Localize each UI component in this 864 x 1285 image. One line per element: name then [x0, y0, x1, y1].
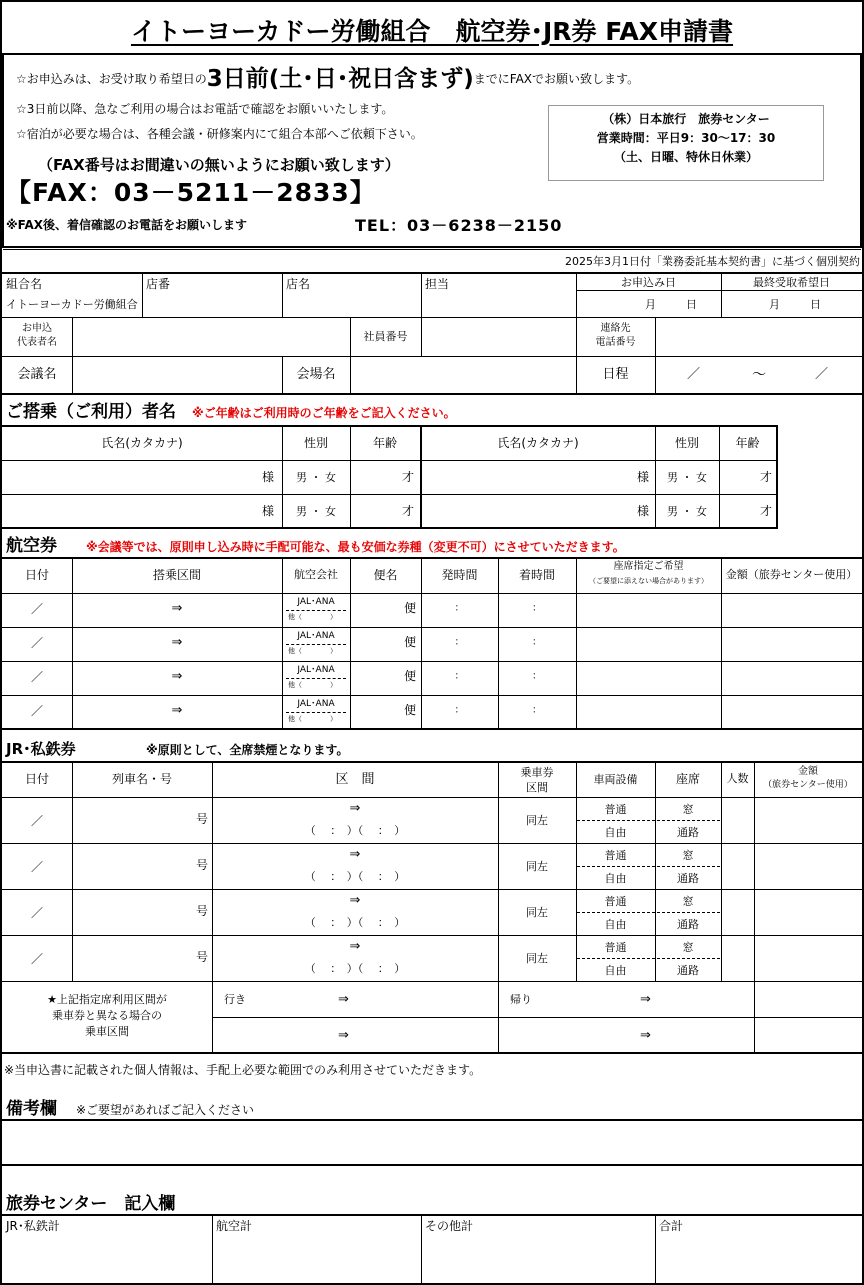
- flight-arr-colon: ：: [532, 637, 542, 648]
- jr-tsuro: 通路: [677, 826, 699, 839]
- flight-bin: 便: [404, 601, 417, 615]
- passenger-sama: 様: [637, 470, 650, 484]
- jr-tsuro: 通路: [677, 964, 699, 977]
- reserved-note-3: 乗車区間: [85, 1025, 129, 1038]
- jr-col-section: 区 間: [335, 772, 375, 787]
- agency-closed: （土、日曜、特休日休業）: [613, 150, 758, 164]
- page-title: イトーヨーカドー労働組合 航空券･JR券 FAX申請書: [130, 16, 734, 46]
- jr-col-amount-1: 金額: [798, 766, 818, 777]
- notice-line-1: ☆お申込みは、お受け取り希望日の3日前(土･日･祝日含まず)までにFAXでお願い致します。: [16, 66, 640, 92]
- flight-arr-colon: ：: [532, 671, 542, 682]
- passenger-sex: 男 ・ 女: [667, 505, 707, 518]
- flight-airline-other: 他（ ）: [288, 613, 337, 621]
- outbound-arrow-1: ⇒: [338, 992, 349, 1007]
- flight-arrow: ⇒: [171, 703, 183, 718]
- passenger-sama: 様: [262, 470, 275, 484]
- passenger-col-header: 氏名(カタカナ): [101, 436, 183, 450]
- jr-times: （ ： ）（ ： ）: [304, 962, 406, 975]
- passenger-sex: 男 ・ 女: [296, 505, 336, 518]
- meeting-label: 会議名: [17, 367, 57, 382]
- flight-col-amount: 金額（旅券センター使用）: [725, 568, 858, 581]
- jr-futsu: 普通: [604, 941, 627, 954]
- jr-futsu: 普通: [604, 895, 627, 908]
- jr-go: 号: [196, 858, 209, 872]
- contact-label-1: 連絡先: [600, 323, 631, 334]
- jr-col-people: 人数: [726, 772, 749, 785]
- apply-date-label: お申込み日: [621, 276, 676, 289]
- other-total-label: その他計: [425, 1219, 474, 1233]
- venue-label: 会場名: [296, 367, 336, 382]
- flight-airline-other: 他（ ）: [288, 681, 337, 689]
- schedule-slash-2: ／: [815, 367, 829, 382]
- apply-month: 月: [645, 298, 656, 311]
- jr-times: （ ： ）（ ： ）: [304, 870, 406, 883]
- jr-col-date: 日付: [24, 772, 49, 786]
- jr-col-seat: 座席: [675, 772, 700, 786]
- jr-go: 号: [196, 812, 209, 826]
- jr-tsuro: 通路: [677, 872, 699, 885]
- jr-col-ticket-1: 乗車券: [520, 766, 554, 779]
- privacy-note: ※当申込書に記載された個人情報は、手配上必要な範囲でのみ利用させていただきます。: [4, 1063, 482, 1077]
- outbound-arrow-2: ⇒: [338, 1028, 349, 1043]
- flight-bin: 便: [404, 635, 417, 649]
- passenger-sex: 男 ・ 女: [667, 471, 707, 484]
- jr-jiyu: 自由: [604, 826, 627, 839]
- flight-date: ／: [30, 704, 43, 718]
- contact-label-2: 電話番号: [595, 337, 636, 348]
- jr-mado: 窓: [682, 803, 694, 816]
- flight-airline-main: JAL･ANA: [297, 665, 335, 675]
- jr-note: ※原則として、全席禁煙となります。: [146, 743, 349, 757]
- agency-section-heading: 旅券センター 記入欄: [6, 1194, 176, 1214]
- jr-col-train: 列車名・号: [111, 772, 172, 786]
- jr-arrow: ⇒: [349, 847, 361, 862]
- remarks-heading: 備考欄: [6, 1099, 57, 1119]
- flight-airline-main: JAL･ANA: [297, 631, 335, 641]
- flight-date: ／: [30, 670, 43, 684]
- schedule-slash-1: ／: [687, 367, 701, 382]
- flight-arrow: ⇒: [171, 635, 183, 650]
- jr-same: 同左: [526, 906, 548, 919]
- contract-note: 2025年3月1日付「業務委託基本契約書」に基づく個別契約: [565, 255, 860, 268]
- jr-jiyu: 自由: [604, 872, 627, 885]
- return-label: 帰り: [510, 993, 532, 1006]
- flight-arrow: ⇒: [171, 669, 183, 684]
- flight-col-seat-sub: （ご要望に添えない場合があります）: [589, 577, 708, 585]
- rule-line: [286, 644, 346, 645]
- jr-jiyu: 自由: [604, 918, 627, 931]
- flight-airline-main: JAL･ANA: [297, 699, 335, 709]
- flight-col-airline: 航空会社: [294, 568, 338, 581]
- flight-airline-other: 他（ ）: [288, 715, 337, 723]
- jr-date: ／: [30, 952, 43, 966]
- jr-mado: 窓: [682, 849, 694, 862]
- flight-dep-colon: ：: [454, 671, 465, 682]
- after-fax-note: ※FAX後、着信確認のお電話をお願いします: [6, 218, 248, 232]
- jr-jiyu: 自由: [604, 964, 627, 977]
- jr-col-ticket-2: 区間: [526, 781, 548, 794]
- flight-col-dep: 発時間: [441, 568, 478, 582]
- jr-total-label: JR･私鉄計: [6, 1219, 60, 1233]
- flight-dep-colon: ：: [454, 705, 465, 716]
- schedule-tilde: ～: [752, 367, 766, 383]
- flight-dep-colon: ：: [454, 603, 465, 614]
- jr-date: ／: [30, 860, 43, 874]
- outbound-label: 行き: [224, 993, 246, 1006]
- rule-line: [577, 958, 720, 959]
- apply-day: 日: [686, 298, 697, 311]
- passengers-note: ※ご年齢はご利用時のご年齢をご記入ください。: [192, 406, 456, 420]
- passenger-sai: 才: [760, 470, 773, 484]
- reserved-note-2: 乗車券と異なる場合の: [52, 1009, 162, 1022]
- jr-times: （ ： ）（ ： ）: [304, 916, 406, 929]
- air-total-label: 航空計: [216, 1219, 253, 1233]
- flights-heading: 航空券: [6, 536, 57, 556]
- jr-col-amount-2: （旅券センター使用）: [763, 780, 853, 790]
- flight-col-date: 日付: [24, 568, 49, 582]
- passenger-sama: 様: [262, 504, 275, 518]
- remarks-note: ※ご要望があればご記入ください: [76, 1103, 255, 1117]
- employee-no-label: 社員番号: [363, 330, 408, 343]
- passenger-col-header: 性別: [303, 436, 328, 450]
- agency-name: （株）日本旅行 旅券センター: [602, 112, 770, 126]
- receive-day: 日: [810, 298, 821, 311]
- jr-tsuro: 通路: [677, 918, 699, 931]
- jr-mado: 窓: [682, 895, 694, 908]
- passenger-col-header: 氏名(カタカナ): [497, 436, 579, 450]
- flight-col-seat: 座席指定ご希望: [613, 561, 684, 572]
- jr-date: ／: [30, 906, 43, 920]
- flight-bin: 便: [404, 703, 417, 717]
- jr-futsu: 普通: [604, 849, 627, 862]
- flight-col-arr: 着時間: [518, 568, 555, 582]
- passenger-col-header: 年齢: [372, 436, 397, 450]
- agency-hours: 営業時間：平日9：30～17：30: [596, 131, 776, 145]
- passenger-sex: 男 ・ 女: [296, 471, 336, 484]
- jr-same: 同左: [526, 814, 548, 827]
- store-name-label: 店名: [286, 277, 311, 291]
- passenger-sai: 才: [760, 504, 773, 518]
- jr-date: ／: [30, 814, 43, 828]
- reserved-note-1: ★上記指定席利用区間が: [47, 993, 167, 1006]
- total-label: 合計: [659, 1219, 684, 1233]
- flight-col-route: 搭乗区間: [152, 568, 201, 582]
- jr-mado: 窓: [682, 941, 694, 954]
- tel-number: TEL：03－6238－2150: [355, 216, 563, 235]
- flight-airline-other: 他（ ）: [288, 647, 337, 655]
- jr-col-car: 車両設備: [593, 773, 638, 786]
- flight-airline-main: JAL･ANA: [297, 597, 335, 607]
- applicant-label-2: 代表者名: [17, 337, 57, 348]
- jr-times: （ ： ）（ ： ）: [304, 824, 406, 837]
- passenger-sai: 才: [402, 470, 415, 484]
- notice-line-3: ☆宿泊が必要な場合は、各種会議・研修案内にて組合本部へご依頼下さい。: [16, 127, 423, 141]
- flight-dep-colon: ：: [454, 637, 465, 648]
- flight-col-flight: 便名: [373, 568, 398, 582]
- receive-date-label: 最終受取希望日: [753, 276, 830, 289]
- fax-number: 【FAX：03－5211－2833】: [6, 178, 376, 207]
- passenger-sama: 様: [637, 504, 650, 518]
- rule-line: [286, 610, 346, 611]
- rule-line: [286, 678, 346, 679]
- jr-arrow: ⇒: [349, 939, 361, 954]
- rule-line: [286, 712, 346, 713]
- jr-go: 号: [196, 950, 209, 964]
- rule-line: [577, 820, 720, 821]
- jr-go: 号: [196, 904, 209, 918]
- jr-arrow: ⇒: [349, 893, 361, 908]
- store-no-label: 店番: [146, 277, 171, 291]
- notice-line-2: ☆3日前以降、急なご利用の場合はお電話で確認をお願いいたします。: [16, 102, 394, 116]
- receive-month: 月: [769, 298, 780, 311]
- return-arrow-2: ⇒: [640, 1028, 651, 1043]
- passenger-col-header: 性別: [674, 436, 699, 450]
- applicant-label-1: お申込: [22, 323, 52, 334]
- passenger-col-header: 年齢: [735, 436, 760, 450]
- flight-date: ／: [30, 636, 43, 650]
- staff-label: 担当: [425, 277, 450, 291]
- remarks-field[interactable]: [3, 1121, 861, 1164]
- jr-same: 同左: [526, 952, 548, 965]
- rule-line: [577, 866, 720, 867]
- jr-arrow: ⇒: [349, 801, 361, 816]
- passengers-heading: ご搭乗（ご利用）者名: [6, 402, 176, 422]
- jr-same: 同左: [526, 860, 548, 873]
- schedule-label: 日程: [602, 367, 629, 382]
- return-arrow-1: ⇒: [640, 992, 651, 1007]
- fax-warning: （FAX番号はお間違いの無いようにお願い致します）: [38, 156, 400, 174]
- jr-futsu: 普通: [604, 803, 627, 816]
- jr-heading: JR･私鉄券: [6, 740, 76, 758]
- flight-bin: 便: [404, 669, 417, 683]
- flights-note: ※会議等では、原則申し込み時に手配可能な、最も安価な券種（変更不可）にさせていただきます。: [86, 540, 625, 554]
- union-value: イトーヨーカドー労働組合: [6, 298, 138, 311]
- flight-date: ／: [30, 602, 43, 616]
- flight-arrow: ⇒: [171, 601, 183, 616]
- flight-arr-colon: ：: [532, 705, 542, 716]
- passenger-sai: 才: [402, 504, 415, 518]
- union-label: 組合名: [6, 277, 43, 291]
- rule-line: [577, 912, 720, 913]
- flight-arr-colon: ：: [532, 603, 542, 614]
